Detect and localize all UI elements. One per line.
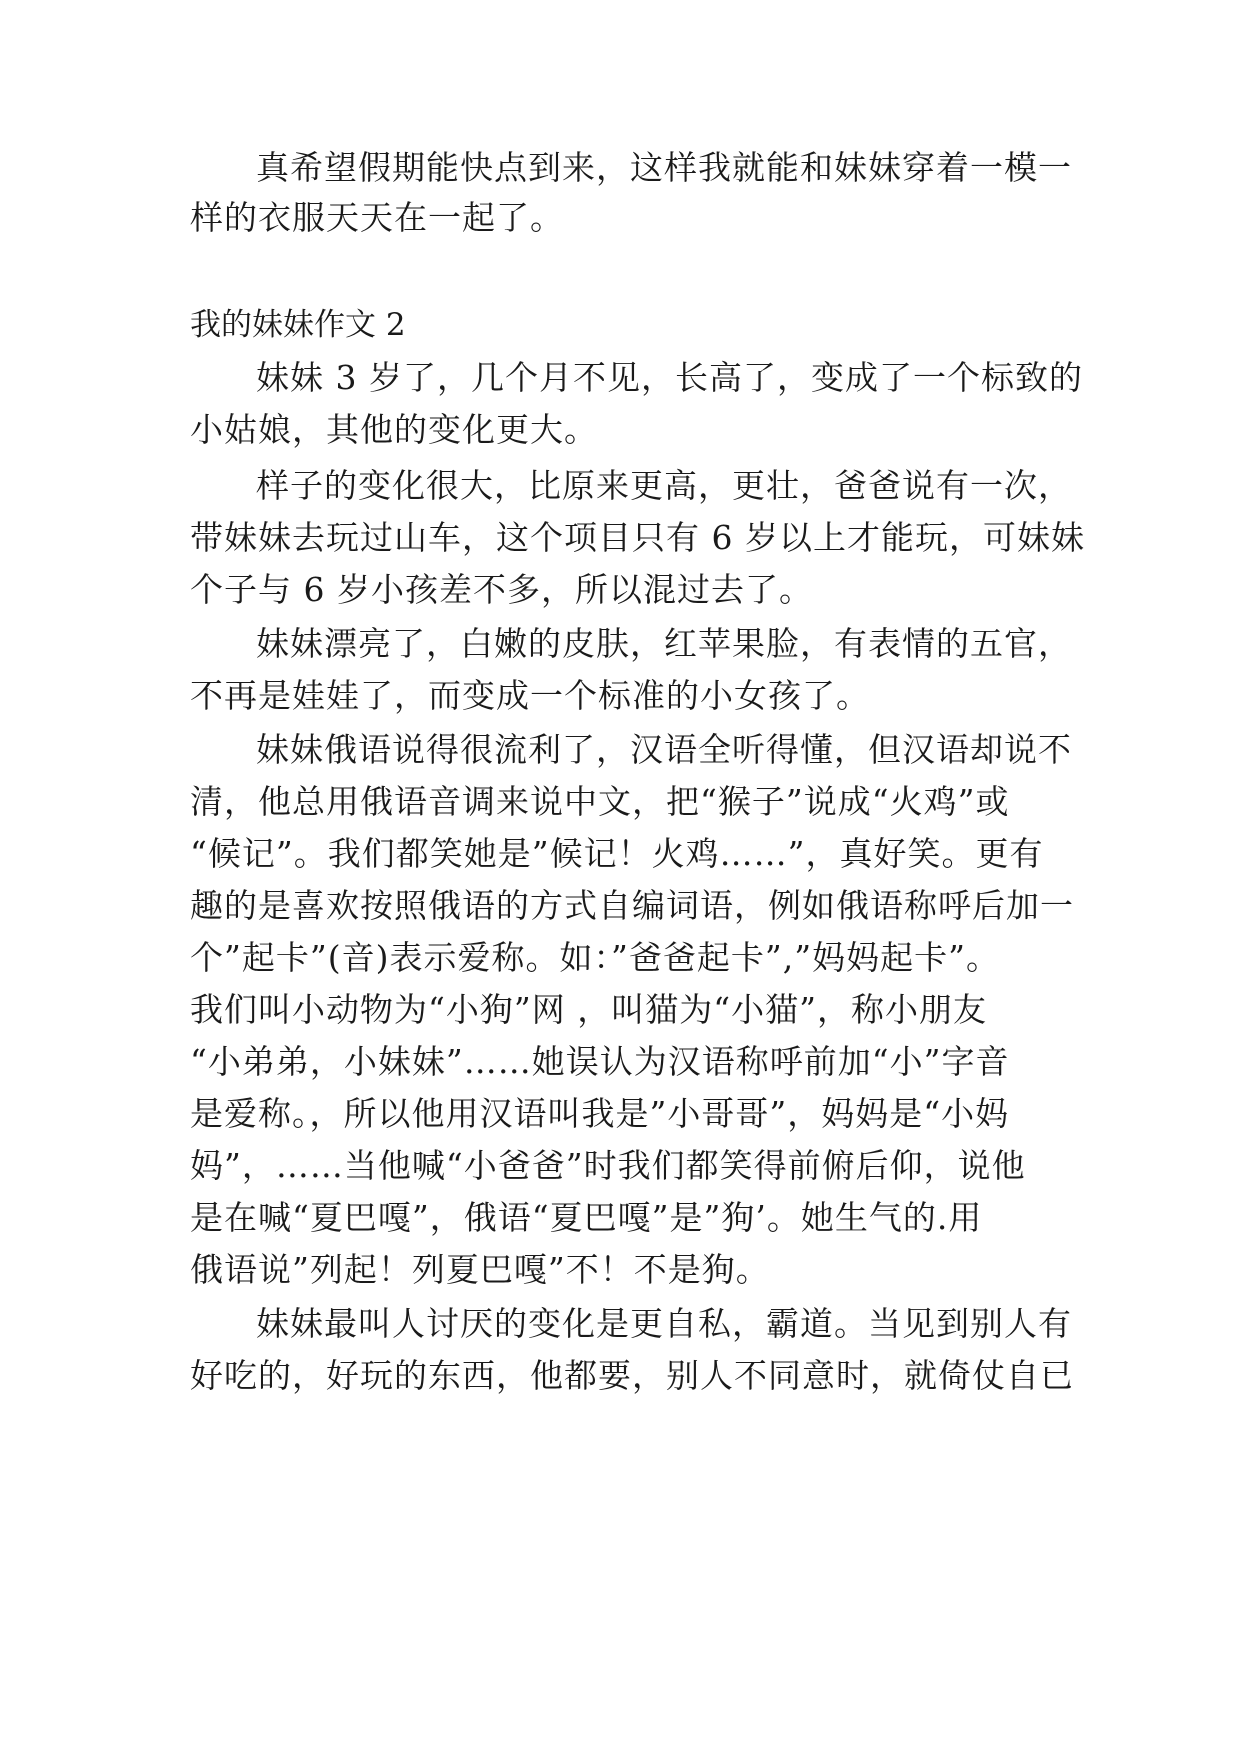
paragraph-4-line-6: 我们叫小动物为“小狗”网 ，叫猫为“小猫”，称小朋友 [190, 990, 987, 1029]
paragraph-2-line-3: 个子与 6 岁小孩差不多，所以混过去了。 [190, 570, 813, 609]
paragraph-4-line-7: “小弟弟，小妹妹”……她误认为汉语称呼前加“小”字音 [190, 1042, 1010, 1081]
paragraph-5-line-1: 妹妹最叫人讨厌的变化是更自私，霸道。当见到别人有 [256, 1304, 1072, 1343]
paragraph-4-line-2: 清，他总用俄语音调来说中文，把“猴子”说成“火鸡”或 [190, 782, 1010, 821]
paragraph-4-line-5: 个”起卡”(音)表示爱称。如：”爸爸起卡”,”妈妈起卡”。 [190, 938, 1000, 977]
intro-line-2: 样的衣服天天在一起了。 [190, 198, 564, 237]
paragraph-2-line-2: 带妹妹去玩过山车，这个项目只有 6 岁以上才能玩，可妹妹 [190, 518, 1085, 557]
paragraph-4-line-1: 妹妹俄语说得很流利了，汉语全听得懂，但汉语却说不 [256, 730, 1072, 769]
paragraph-4-line-8: 是爱称。，所以他用汉语叫我是”小哥哥”，妈妈是“小妈 [190, 1094, 1010, 1133]
paragraph-4-line-4: 趣的是喜欢按照俄语的方式自编词语，例如俄语称呼后加一 [190, 886, 1074, 925]
intro-line-1: 真希望假期能快点到来，这样我就能和妹妹穿着一模一 [256, 148, 1072, 187]
paragraph-1-line-1: 妹妹 3 岁了，几个月不见，长高了，变成了一个标致的 [256, 358, 1083, 397]
paragraph-2-line-1: 样子的变化很大，比原来更高，更壮，爸爸说有一次， [256, 466, 1072, 505]
section-title: 我的妹妹作文 2 [190, 307, 406, 343]
paragraph-3-line-2: 不再是娃娃了，而变成一个标准的小女孩了。 [190, 676, 870, 715]
paragraph-5-line-2: 好吃的，好玩的东西，他都要，别人不同意时，就倚仗自已 [190, 1356, 1074, 1395]
paragraph-3-line-1: 妹妹漂亮了，白嫩的皮肤，红苹果脸，有表情的五官， [256, 624, 1072, 663]
paragraph-4-line-11: 俄语说”列起！列夏巴嘎”不！不是狗。 [190, 1250, 770, 1289]
paragraph-4-line-3: “候记”。我们都笑她是”候记！火鸡……”，真好笑。更有 [190, 834, 1044, 873]
paragraph-4-line-10: 是在喊“夏巴嘎”，俄语“夏巴嘎”是”狗’。她生气的.用 [190, 1198, 983, 1237]
paragraph-1-line-2: 小姑娘，其他的变化更大。 [190, 410, 598, 449]
paragraph-4-line-9: 妈”，……当他喊“小爸爸”时我们都笑得前俯后仰，说他 [190, 1146, 1026, 1185]
